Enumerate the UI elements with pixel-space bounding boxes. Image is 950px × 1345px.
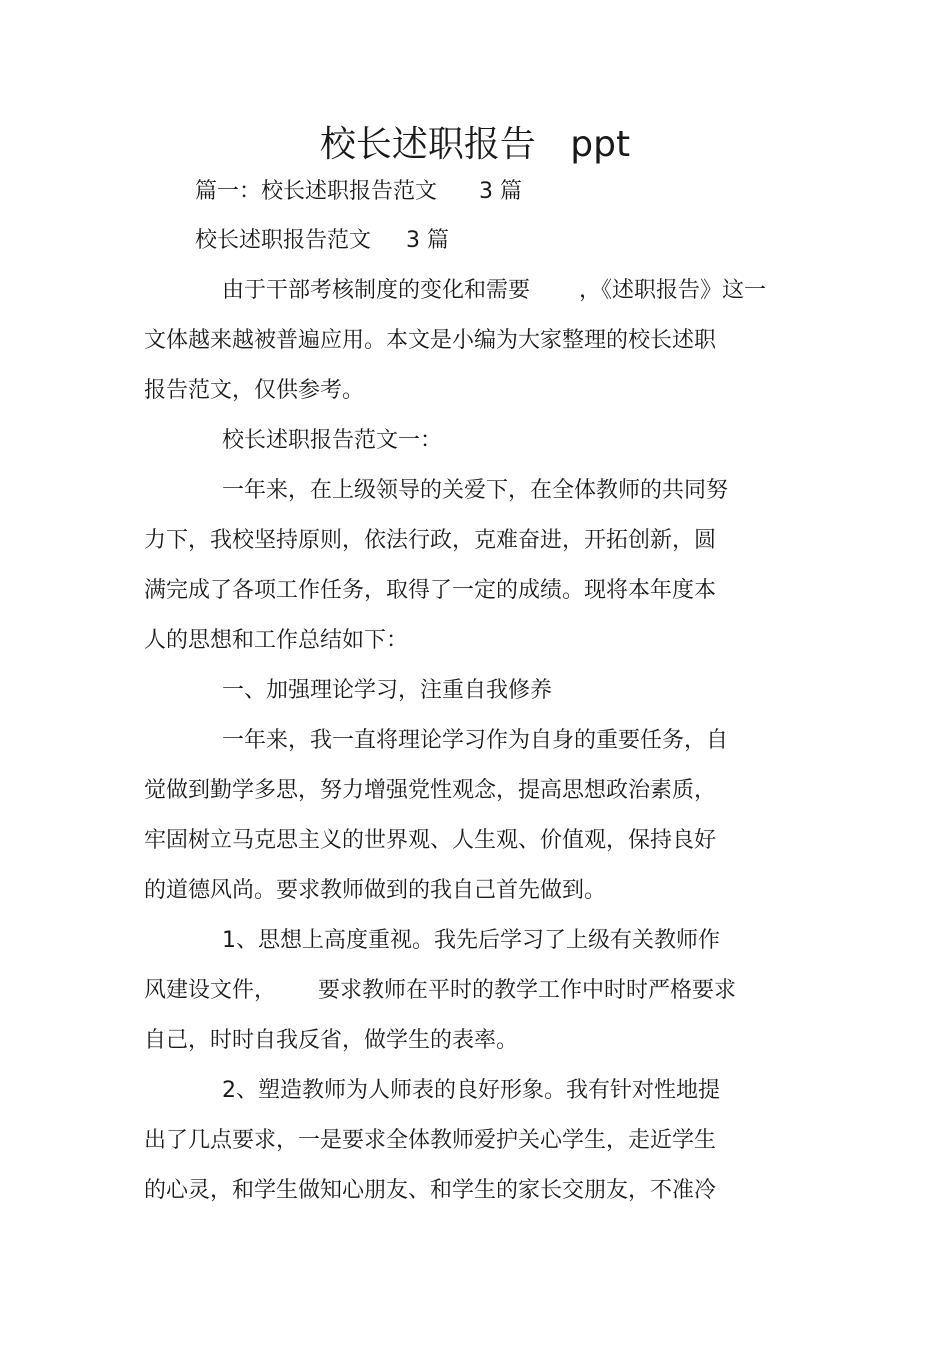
document-line: 一年来，我一直将理论学习作为自身的重要任务，自 [222, 728, 729, 753]
document-line: 1、思想上高度重视。我先后学习了上级有关教师作 [222, 928, 720, 953]
section-heading: 一、加强理论学习，注重自我修养 [222, 678, 553, 703]
document-line: 校长述职报告范文 3 篇 [195, 228, 449, 253]
document-line: 一年来，在上级领导的关爱下，在全体教师的共同努 [222, 478, 729, 503]
document-line: 篇一：校长述职报告范文 3 篇 [195, 179, 522, 204]
document-line: 的道德风尚。要求教师做到的我自己首先做到。 [144, 878, 607, 903]
document-line: 牢固树立马克思主义的世界观、人生观、价值观，保持良好 [144, 828, 717, 853]
document-line: 文体越来越被普遍应用。本文是小编为大家整理的校长述职 [144, 328, 717, 353]
document-line: 报告范文，仅供参考。 [144, 378, 365, 403]
document-line: 出了几点要求，一是要求全体教师爱护关心学生，走近学生 [144, 1128, 717, 1153]
document-line: 的心灵，和学生做知心朋友、和学生的家长交朋友，不准冷 [144, 1178, 717, 1203]
document-line: 校长述职报告范文一： [222, 428, 443, 453]
document-line: 力下，我校坚持原则，依法行政，克难奋进，开拓创新，圆 [144, 528, 717, 553]
document-title: 校长述职报告 ppt [319, 124, 631, 165]
document-line: 2、塑造教师为人师表的良好形象。我有针对性地提 [222, 1078, 720, 1103]
document-line: 满完成了各项工作任务，取得了一定的成绩。现将本年度本 [144, 578, 717, 603]
document-line: 人的思想和工作总结如下： [144, 628, 409, 653]
document-line: 自己，时时自我反省，做学生的表率。 [144, 1028, 519, 1053]
document-line: 觉做到勤学多思，努力增强党性观念，提高思想政治素质， [144, 778, 717, 803]
document-line: 由于干部考核制度的变化和需要 ，《述职报告》这一 [222, 278, 766, 303]
document-line: 风建设文件， 要求教师在平时的教学工作中时时严格要求 [144, 978, 736, 1003]
